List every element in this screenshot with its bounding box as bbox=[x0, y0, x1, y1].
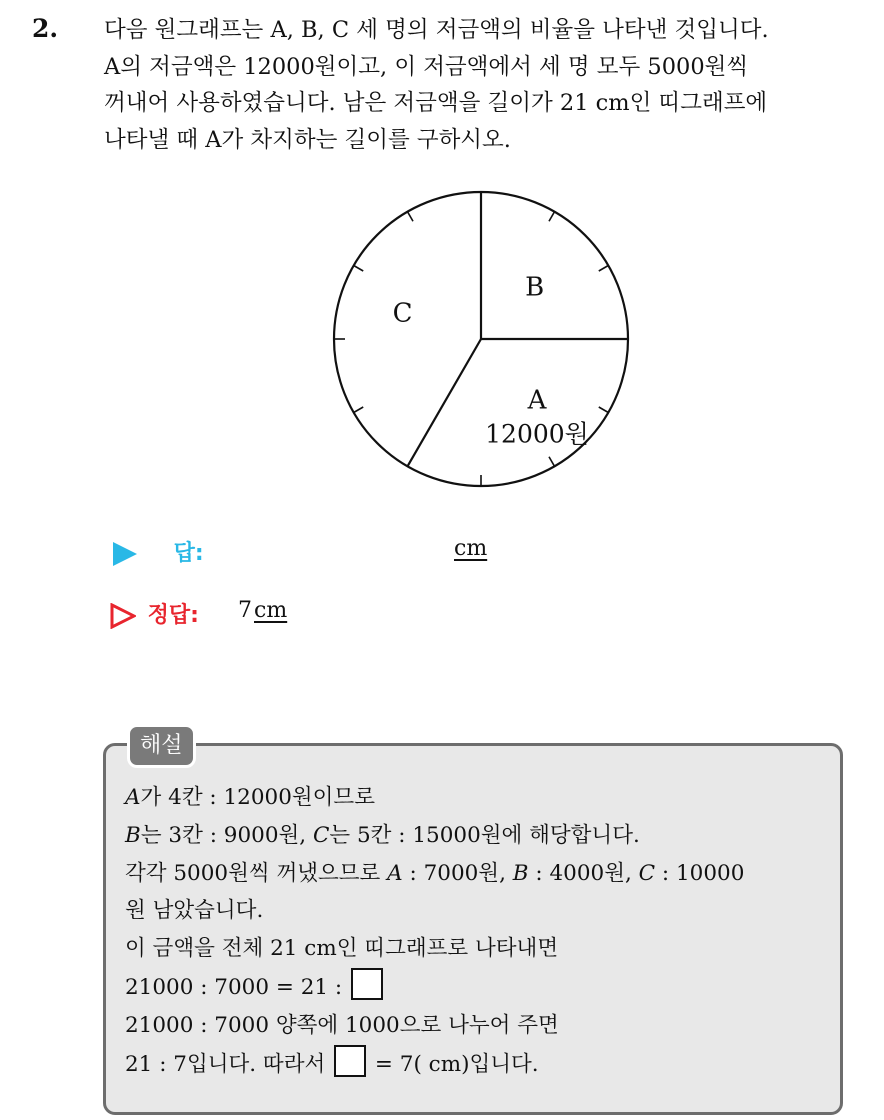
blank-box bbox=[351, 968, 383, 1000]
answer-row bbox=[112, 536, 204, 567]
question-line: 나타낼 때 A가 차지하는 길이를 구하시오. bbox=[104, 126, 511, 153]
answer-unit: cm bbox=[454, 536, 488, 561]
solution-text-run: 21 : 7입니다. 따라서 bbox=[125, 1051, 333, 1077]
solution-line bbox=[125, 892, 835, 930]
solution-line bbox=[125, 855, 835, 893]
blank-box bbox=[334, 1045, 366, 1077]
solution-line bbox=[125, 930, 835, 968]
answer-label: 답: bbox=[173, 541, 204, 566]
solution-line bbox=[125, 817, 835, 855]
pie-slice-label-a: A bbox=[527, 385, 547, 416]
question-text bbox=[104, 12, 874, 158]
solution-text-run: 가 4칸 : 12000원이므로 bbox=[140, 785, 375, 810]
solution-text-run: 21000 : 7000 양쪽에 1000으로 나누어 주면 bbox=[125, 1012, 559, 1038]
correct-answer-value bbox=[238, 598, 287, 623]
pie-chart bbox=[320, 178, 640, 498]
solution-line bbox=[125, 779, 835, 817]
question-line: 다음 원그래프는 A, B, C 세 명의 저금액의 비율을 나타낸 것입니다. bbox=[104, 17, 769, 43]
solution-text-run: 는 3칸 : 9000원, bbox=[140, 822, 313, 848]
solution-text-run: : 7000원, bbox=[402, 860, 513, 886]
solution-text-run: 21000 : 7000 = 21 : bbox=[125, 974, 349, 1000]
solution-text-run: : 10000 bbox=[655, 860, 745, 886]
math-variable: A bbox=[125, 785, 141, 810]
solution-text-run: 각각 5000원씩 꺼냈으므로 bbox=[125, 860, 388, 886]
outline-triangle-icon bbox=[110, 603, 136, 629]
correct-answer-row bbox=[110, 598, 199, 629]
solution-text-run: = 7( cm)입니다. bbox=[368, 1051, 539, 1077]
solution-text-run: 원 남았습니다. bbox=[125, 898, 264, 924]
math-variable: C bbox=[638, 860, 656, 886]
solution-line bbox=[125, 1045, 835, 1084]
question-line: 꺼내어 사용하였습니다. 남은 저금액을 길이가 21 cm인 띠그래프에 bbox=[104, 90, 768, 116]
correct-answer-number: 7 bbox=[238, 598, 252, 623]
question-number: 2. bbox=[32, 14, 59, 43]
correct-answer-unit: cm bbox=[254, 598, 288, 623]
math-variable: C bbox=[312, 822, 330, 848]
solution-text-run: 는 5칸 : 15000원에 해당합니다. bbox=[329, 822, 640, 848]
solution-text-run: : 4000원, bbox=[528, 860, 639, 886]
pie-slice-label-b: B bbox=[525, 272, 545, 303]
math-variable: B bbox=[125, 822, 141, 848]
play-triangle-icon bbox=[112, 541, 138, 567]
solution-tag: 해설 bbox=[127, 724, 196, 768]
math-variable: A bbox=[387, 860, 403, 886]
pie-slice-label-c: C bbox=[392, 298, 413, 329]
pie-slice-value-a: 12000원 bbox=[485, 419, 589, 449]
question-line: A의 저금액은 12000원이고, 이 저금액에서 세 명 모두 5000원씩 bbox=[104, 53, 749, 80]
solution-line bbox=[125, 1007, 835, 1045]
solution-text bbox=[125, 779, 835, 1083]
solution-line bbox=[125, 968, 835, 1007]
correct-answer-label: 정답: bbox=[147, 603, 199, 628]
solution-text-run: 이 금액을 전체 21 cm인 띠그래프로 나타내면 bbox=[125, 936, 559, 962]
math-variable: B bbox=[512, 860, 529, 886]
